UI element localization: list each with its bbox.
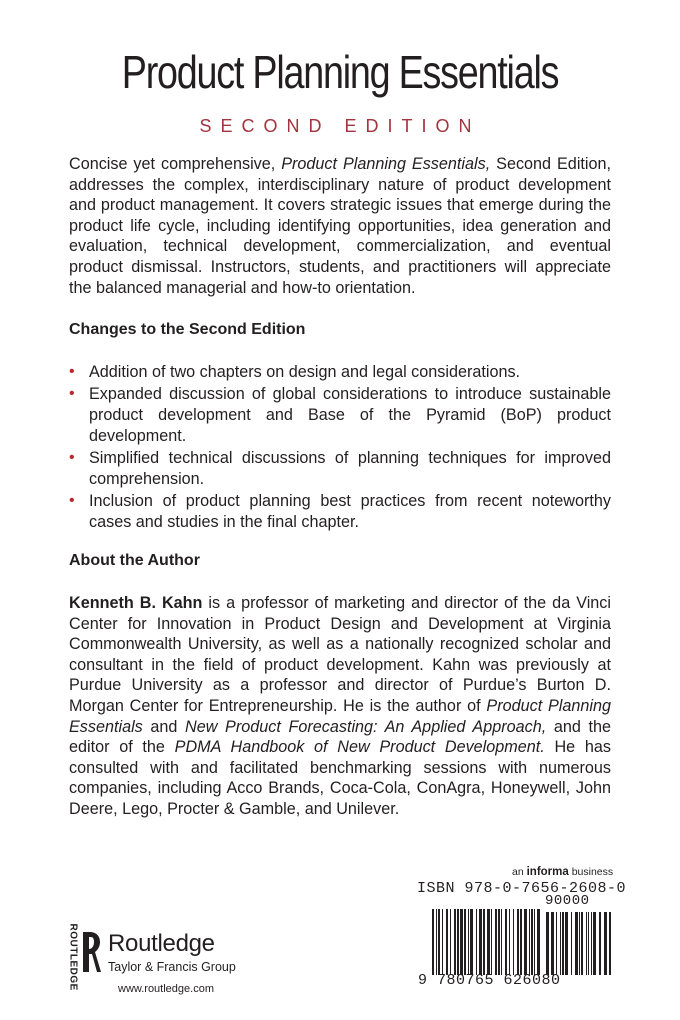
author-name: Kenneth B. Kahn xyxy=(69,594,203,613)
publisher-group: Taylor & Francis Group xyxy=(108,960,236,974)
informa-suffix: business xyxy=(568,866,614,878)
list-item xyxy=(69,384,611,446)
barcode-bar xyxy=(593,912,596,975)
publisher-name: Routledge xyxy=(108,930,215,957)
list-item-text: Inclusion of product planning best practices from recent noteworthy cases and studies in the final chapter. xyxy=(89,492,611,531)
barcode-bar xyxy=(560,912,561,975)
intro-book-title: Product Planning Essentials, xyxy=(281,155,491,173)
barcode-bar xyxy=(529,909,530,975)
author-bio xyxy=(69,593,611,820)
list-item-text: Expanded discussion of global considerations to introduce sustainable product development and Base of the Pyramid (BoP) product development. xyxy=(89,385,611,445)
barcode-bars-main xyxy=(432,909,540,975)
intro-text-start: Concise yet comprehensive, xyxy=(69,155,282,173)
book-title-ref: New Product Forecasting: An Applied Approach, xyxy=(185,717,547,736)
barcode-bar xyxy=(513,909,514,975)
barcode-bar xyxy=(591,912,592,975)
list-item xyxy=(69,362,611,383)
barcode-bar xyxy=(454,909,456,975)
barcode-bar xyxy=(495,909,497,975)
price-code: 90000 xyxy=(545,893,590,909)
barcode-bar xyxy=(476,909,477,975)
isbn-number: ISBN 978-0-7656-2608-0 xyxy=(417,880,627,897)
intro-text-rest: Second Edition, addresses the complex, interdisciplinary nature of product development and product management. It covers strategic issues that emerge during the product life cycle, including identifying opportunities, idea generation and evaluation, technical development, commercialization, and eventual product dismissal. Instructors, students, and practitioners will appreciate the balanced managerial and how-to orientation. xyxy=(69,155,612,297)
barcode-bar xyxy=(524,909,527,975)
barcode-bar xyxy=(470,909,473,975)
about-heading: About the Author xyxy=(69,551,200,569)
informa-brand: informa xyxy=(526,866,569,878)
barcode-bar xyxy=(442,909,443,975)
barcode-bar xyxy=(588,912,589,975)
logo-vertical-text xyxy=(66,923,80,991)
bullet-icon: • xyxy=(69,492,75,510)
barcode-bar xyxy=(432,909,434,975)
book-title-ref: Product Planning Essentials xyxy=(69,697,611,736)
changes-list xyxy=(69,362,611,533)
barcode-bar xyxy=(450,909,451,975)
barcode-bar xyxy=(498,909,500,975)
list-item-text: Simplified technical discussions of planning techniques for improved comprehension. xyxy=(89,449,611,488)
logo-vertical-label: ROUTLEDGE xyxy=(67,923,79,991)
barcode-bar xyxy=(609,912,611,975)
barcode-bar xyxy=(509,909,510,975)
changes-heading: Changes to the Second Edition xyxy=(69,321,306,339)
publisher-website: www.routledge.com xyxy=(118,983,214,995)
barcode-bar xyxy=(491,909,492,975)
barcode-bar xyxy=(438,909,440,975)
list-item-text: Addition of two chapters on design and legal considerations. xyxy=(89,362,521,381)
barcode-bar xyxy=(464,909,466,975)
barcode-bar xyxy=(551,912,554,975)
bio-text: and xyxy=(142,717,186,736)
informa-prefix: an xyxy=(512,866,527,878)
barcode-bar xyxy=(436,909,437,975)
back-cover-body xyxy=(69,154,611,820)
barcode-bar xyxy=(446,909,448,975)
barcode-bar xyxy=(501,909,502,975)
barcode-number: 9 780765 626080 xyxy=(418,972,561,989)
barcode-bar xyxy=(546,912,549,975)
barcode-bar xyxy=(537,909,540,975)
bullet-icon: • xyxy=(69,449,75,467)
barcode-bar xyxy=(520,909,522,975)
bullet-icon: • xyxy=(69,362,75,380)
informa-business-label xyxy=(512,866,613,878)
barcode-bar xyxy=(565,912,568,975)
bio-text: is a professor of marketing and director of the da Vinci Center for Innovation in Product Design and Development at Virginia Commonwealth University, as well as a nationally recognized scholar and consultant in the field of product development. Kahn was previously at Purdue University as a professor and director of Purdue’s Burton D. Morgan Center for Entrepreneurship. He is the author of xyxy=(69,594,611,716)
barcode-bar xyxy=(457,909,459,975)
barcode-bar xyxy=(586,912,587,975)
list-item xyxy=(69,448,611,489)
barcode-bar xyxy=(556,912,557,975)
list-item xyxy=(69,491,611,532)
barcode-bar xyxy=(517,909,519,975)
barcode-bar xyxy=(483,909,485,975)
barcode-bars-addon xyxy=(546,912,611,975)
edition-label: SECOND EDITION xyxy=(199,116,481,136)
barcode-bar xyxy=(531,909,533,975)
book-title-ref: PDMA Handbook of New Product Development. xyxy=(174,738,545,757)
barcode-bar xyxy=(604,912,607,975)
barcode-bar xyxy=(571,912,572,975)
barcode-bar xyxy=(599,912,601,975)
intro-paragraph xyxy=(69,154,611,298)
bullet-icon: • xyxy=(69,385,75,403)
barcode-bar xyxy=(487,909,490,975)
barcode-bar xyxy=(505,909,507,975)
barcode-bar xyxy=(575,912,578,975)
barcode-bar xyxy=(468,909,469,975)
barcode-bar xyxy=(562,912,564,975)
barcode-bar xyxy=(460,909,463,975)
barcode-bar xyxy=(581,912,583,975)
barcode-bar xyxy=(534,909,535,975)
book-title: Product Planning Essentials xyxy=(121,46,559,98)
barcode-bar xyxy=(579,912,580,975)
barcode-bar xyxy=(479,909,482,975)
bio-text: He has consulted with and facilitated benchmarking sessions with numerous companies, including Acco Brands, Coca-Cola, ConAgra, Honeywell, John Deere, Lego, Procter & Gamble, and Unilever. xyxy=(69,738,611,819)
bio-text: and the editor of the xyxy=(69,717,611,757)
routledge-r-icon xyxy=(80,928,102,976)
